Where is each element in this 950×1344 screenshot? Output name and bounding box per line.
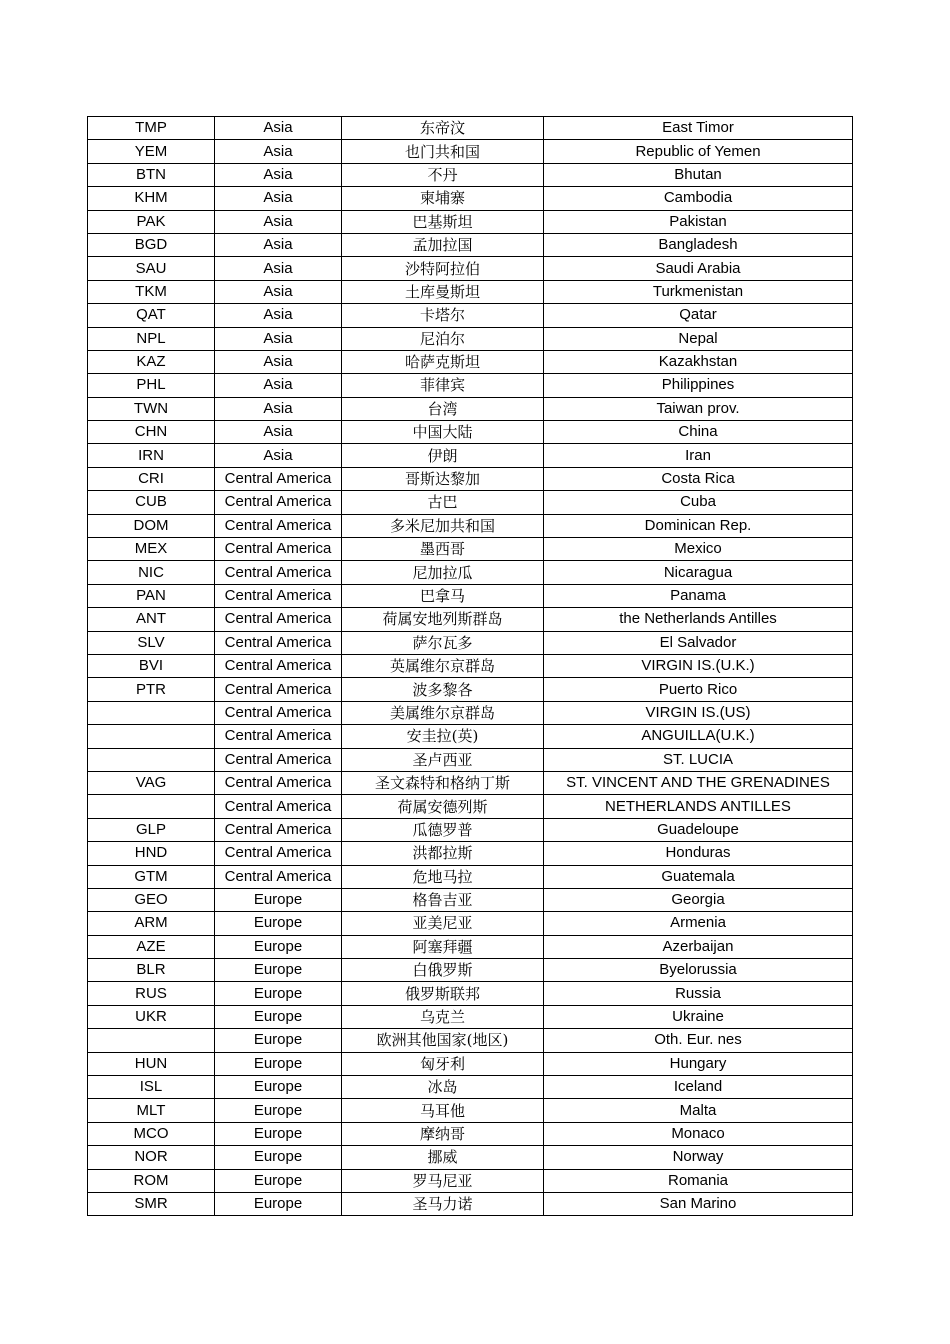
country-code-cell: TWN: [88, 397, 215, 420]
table-row: [88, 140, 853, 163]
english-name-cell: Republic of Yemen: [544, 140, 853, 163]
table-row: [88, 584, 853, 607]
country-code-cell: IRN: [88, 444, 215, 467]
region-cell: Europe: [215, 1052, 342, 1075]
chinese-name-cell: 摩纳哥: [342, 1122, 544, 1145]
chinese-name-cell: 古巴: [342, 491, 544, 514]
english-name-cell: El Salvador: [544, 631, 853, 654]
table-row: [88, 748, 853, 771]
country-code-cell: GEO: [88, 888, 215, 911]
region-cell: Central America: [215, 818, 342, 841]
chinese-name-cell: 中国大陆: [342, 421, 544, 444]
region-cell: Central America: [215, 842, 342, 865]
table-row: [88, 397, 853, 420]
country-code-cell: CUB: [88, 491, 215, 514]
region-cell: Asia: [215, 140, 342, 163]
table-row: [88, 701, 853, 724]
chinese-name-cell: 俄罗斯联邦: [342, 982, 544, 1005]
table-row: [88, 233, 853, 256]
region-cell: Europe: [215, 982, 342, 1005]
region-cell: Asia: [215, 327, 342, 350]
table-row: [88, 467, 853, 490]
english-name-cell: ANGUILLA(U.K.): [544, 725, 853, 748]
country-code-cell: NOR: [88, 1146, 215, 1169]
country-code-cell: [88, 701, 215, 724]
chinese-name-cell: 台湾: [342, 397, 544, 420]
country-code-cell: CRI: [88, 467, 215, 490]
chinese-name-cell: 东帝汶: [342, 117, 544, 140]
table-body: [88, 117, 853, 1216]
chinese-name-cell: 英属维尔京群岛: [342, 654, 544, 677]
table-row: [88, 1122, 853, 1145]
chinese-name-cell: 柬埔寨: [342, 187, 544, 210]
english-name-cell: Honduras: [544, 842, 853, 865]
english-name-cell: Monaco: [544, 1122, 853, 1145]
region-cell: Central America: [215, 701, 342, 724]
country-code-cell: NIC: [88, 561, 215, 584]
region-cell: Europe: [215, 1169, 342, 1192]
english-name-cell: San Marino: [544, 1192, 853, 1215]
chinese-name-cell: 伊朗: [342, 444, 544, 467]
country-code-cell: UKR: [88, 1005, 215, 1028]
table-row: [88, 210, 853, 233]
chinese-name-cell: 土库曼斯坦: [342, 280, 544, 303]
table-row: [88, 1099, 853, 1122]
region-cell: Asia: [215, 257, 342, 280]
table-row: [88, 1192, 853, 1215]
chinese-name-cell: 欧洲其他国家(地区): [342, 1029, 544, 1052]
english-name-cell: Ukraine: [544, 1005, 853, 1028]
region-cell: Europe: [215, 1076, 342, 1099]
country-code-cell: BVI: [88, 654, 215, 677]
country-code-cell: QAT: [88, 304, 215, 327]
table-row: [88, 304, 853, 327]
english-name-cell: Iceland: [544, 1076, 853, 1099]
table-row: [88, 608, 853, 631]
region-cell: Asia: [215, 304, 342, 327]
table-row: [88, 163, 853, 186]
country-code-cell: MLT: [88, 1099, 215, 1122]
country-code-cell: NPL: [88, 327, 215, 350]
chinese-name-cell: 墨西哥: [342, 538, 544, 561]
region-cell: Central America: [215, 608, 342, 631]
table-row: [88, 350, 853, 373]
country-code-cell: CHN: [88, 421, 215, 444]
chinese-name-cell: 挪威: [342, 1146, 544, 1169]
region-cell: Central America: [215, 654, 342, 677]
table-row: [88, 1005, 853, 1028]
chinese-name-cell: 危地马拉: [342, 865, 544, 888]
region-cell: Asia: [215, 280, 342, 303]
country-code-cell: [88, 748, 215, 771]
chinese-name-cell: 白俄罗斯: [342, 959, 544, 982]
table-row: [88, 491, 853, 514]
english-name-cell: Philippines: [544, 374, 853, 397]
table-row: [88, 1029, 853, 1052]
region-cell: Europe: [215, 959, 342, 982]
table-row: [88, 935, 853, 958]
table-row: [88, 1146, 853, 1169]
chinese-name-cell: 亚美尼亚: [342, 912, 544, 935]
english-name-cell: VIRGIN IS.(US): [544, 701, 853, 724]
region-cell: Europe: [215, 888, 342, 911]
english-name-cell: Azerbaijan: [544, 935, 853, 958]
region-cell: Europe: [215, 1099, 342, 1122]
region-cell: Europe: [215, 912, 342, 935]
country-code-cell: ARM: [88, 912, 215, 935]
table-row: [88, 257, 853, 280]
english-name-cell: Costa Rica: [544, 467, 853, 490]
chinese-name-cell: 阿塞拜疆: [342, 935, 544, 958]
table-row: [88, 654, 853, 677]
english-name-cell: Bangladesh: [544, 233, 853, 256]
english-name-cell: Iran: [544, 444, 853, 467]
table-row: [88, 280, 853, 303]
chinese-name-cell: 巴基斯坦: [342, 210, 544, 233]
english-name-cell: NETHERLANDS ANTILLES: [544, 795, 853, 818]
english-name-cell: Puerto Rico: [544, 678, 853, 701]
country-code-cell: KAZ: [88, 350, 215, 373]
table-row: [88, 982, 853, 1005]
region-cell: Central America: [215, 467, 342, 490]
chinese-name-cell: 沙特阿拉伯: [342, 257, 544, 280]
country-code-cell: GLP: [88, 818, 215, 841]
english-name-cell: Nepal: [544, 327, 853, 350]
english-name-cell: Dominican Rep.: [544, 514, 853, 537]
english-name-cell: Bhutan: [544, 163, 853, 186]
region-cell: Central America: [215, 725, 342, 748]
chinese-name-cell: 洪都拉斯: [342, 842, 544, 865]
table-row: [88, 912, 853, 935]
chinese-name-cell: 也门共和国: [342, 140, 544, 163]
country-code-cell: MEX: [88, 538, 215, 561]
chinese-name-cell: 尼加拉瓜: [342, 561, 544, 584]
english-name-cell: China: [544, 421, 853, 444]
table-row: [88, 444, 853, 467]
country-code-cell: PHL: [88, 374, 215, 397]
country-code-cell: TKM: [88, 280, 215, 303]
country-code-cell: GTM: [88, 865, 215, 888]
english-name-cell: ST. LUCIA: [544, 748, 853, 771]
english-name-cell: Hungary: [544, 1052, 853, 1075]
region-cell: Asia: [215, 397, 342, 420]
table-row: [88, 374, 853, 397]
chinese-name-cell: 圣文森特和格纳丁斯: [342, 771, 544, 794]
english-name-cell: Malta: [544, 1099, 853, 1122]
chinese-name-cell: 乌克兰: [342, 1005, 544, 1028]
country-code-cell: SAU: [88, 257, 215, 280]
region-cell: Central America: [215, 584, 342, 607]
region-cell: Central America: [215, 538, 342, 561]
country-code-cell: [88, 725, 215, 748]
country-code-cell: YEM: [88, 140, 215, 163]
chinese-name-cell: 匈牙利: [342, 1052, 544, 1075]
english-name-cell: Qatar: [544, 304, 853, 327]
country-code-cell: PTR: [88, 678, 215, 701]
chinese-name-cell: 波多黎各: [342, 678, 544, 701]
region-cell: Central America: [215, 748, 342, 771]
table-row: [88, 959, 853, 982]
country-code-cell: ANT: [88, 608, 215, 631]
english-name-cell: Guadeloupe: [544, 818, 853, 841]
english-name-cell: Romania: [544, 1169, 853, 1192]
chinese-name-cell: 格鲁吉亚: [342, 888, 544, 911]
chinese-name-cell: 萨尔瓦多: [342, 631, 544, 654]
region-cell: Europe: [215, 1005, 342, 1028]
region-cell: Central America: [215, 514, 342, 537]
english-name-cell: Taiwan prov.: [544, 397, 853, 420]
chinese-name-cell: 卡塔尔: [342, 304, 544, 327]
country-code-cell: HND: [88, 842, 215, 865]
chinese-name-cell: 尼泊尔: [342, 327, 544, 350]
region-cell: Europe: [215, 1029, 342, 1052]
region-cell: Asia: [215, 210, 342, 233]
country-code-cell: BTN: [88, 163, 215, 186]
country-code-cell: DOM: [88, 514, 215, 537]
english-name-cell: East Timor: [544, 117, 853, 140]
country-code-cell: AZE: [88, 935, 215, 958]
chinese-name-cell: 冰岛: [342, 1076, 544, 1099]
chinese-name-cell: 巴拿马: [342, 584, 544, 607]
table-row: [88, 561, 853, 584]
country-code-cell: PAK: [88, 210, 215, 233]
table-row: [88, 631, 853, 654]
english-name-cell: Kazakhstan: [544, 350, 853, 373]
chinese-name-cell: 荷属安德列斯: [342, 795, 544, 818]
table-row: [88, 1076, 853, 1099]
country-code-cell: [88, 1029, 215, 1052]
english-name-cell: Mexico: [544, 538, 853, 561]
chinese-name-cell: 哥斯达黎加: [342, 467, 544, 490]
english-name-cell: Panama: [544, 584, 853, 607]
english-name-cell: Byelorussia: [544, 959, 853, 982]
region-cell: Central America: [215, 865, 342, 888]
english-name-cell: ST. VINCENT AND THE GRENADINES: [544, 771, 853, 794]
english-name-cell: Oth. Eur. nes: [544, 1029, 853, 1052]
table-row: [88, 421, 853, 444]
region-cell: Asia: [215, 187, 342, 210]
english-name-cell: the Netherlands Antilles: [544, 608, 853, 631]
chinese-name-cell: 圣卢西亚: [342, 748, 544, 771]
table-row: [88, 538, 853, 561]
country-code-cell: HUN: [88, 1052, 215, 1075]
region-cell: Central America: [215, 561, 342, 584]
region-cell: Central America: [215, 491, 342, 514]
chinese-name-cell: 圣马力诺: [342, 1192, 544, 1215]
chinese-name-cell: 哈萨克斯坦: [342, 350, 544, 373]
country-code-cell: VAG: [88, 771, 215, 794]
chinese-name-cell: 不丹: [342, 163, 544, 186]
country-code-cell: TMP: [88, 117, 215, 140]
chinese-name-cell: 马耳他: [342, 1099, 544, 1122]
country-code-cell: MCO: [88, 1122, 215, 1145]
chinese-name-cell: 罗马尼亚: [342, 1169, 544, 1192]
country-code-cell: BGD: [88, 233, 215, 256]
english-name-cell: Cambodia: [544, 187, 853, 210]
table-row: [88, 818, 853, 841]
english-name-cell: VIRGIN IS.(U.K.): [544, 654, 853, 677]
english-name-cell: Cuba: [544, 491, 853, 514]
table-row: [88, 327, 853, 350]
region-cell: Asia: [215, 117, 342, 140]
table-row: [88, 725, 853, 748]
region-cell: Central America: [215, 631, 342, 654]
region-cell: Asia: [215, 163, 342, 186]
english-name-cell: Norway: [544, 1146, 853, 1169]
english-name-cell: Pakistan: [544, 210, 853, 233]
country-code-cell: PAN: [88, 584, 215, 607]
chinese-name-cell: 多米尼加共和国: [342, 514, 544, 537]
table-row: [88, 842, 853, 865]
table-row: [88, 795, 853, 818]
region-cell: Central America: [215, 771, 342, 794]
table-row: [88, 1169, 853, 1192]
country-code-cell: SMR: [88, 1192, 215, 1215]
country-code-cell: [88, 795, 215, 818]
english-name-cell: Turkmenistan: [544, 280, 853, 303]
table-row: [88, 865, 853, 888]
region-cell: Asia: [215, 374, 342, 397]
country-code-cell: KHM: [88, 187, 215, 210]
english-name-cell: Georgia: [544, 888, 853, 911]
english-name-cell: Armenia: [544, 912, 853, 935]
region-cell: Asia: [215, 350, 342, 373]
country-code-cell: SLV: [88, 631, 215, 654]
table-row: [88, 678, 853, 701]
chinese-name-cell: 瓜德罗普: [342, 818, 544, 841]
english-name-cell: Nicaragua: [544, 561, 853, 584]
english-name-cell: Guatemala: [544, 865, 853, 888]
region-cell: Europe: [215, 1122, 342, 1145]
region-cell: Asia: [215, 444, 342, 467]
english-name-cell: Saudi Arabia: [544, 257, 853, 280]
region-cell: Asia: [215, 421, 342, 444]
country-code-table: [87, 116, 853, 1216]
chinese-name-cell: 菲律宾: [342, 374, 544, 397]
table-row: [88, 514, 853, 537]
chinese-name-cell: 美属维尔京群岛: [342, 701, 544, 724]
region-cell: Europe: [215, 935, 342, 958]
region-cell: Europe: [215, 1192, 342, 1215]
region-cell: Central America: [215, 795, 342, 818]
country-code-cell: ISL: [88, 1076, 215, 1099]
chinese-name-cell: 孟加拉国: [342, 233, 544, 256]
chinese-name-cell: 安圭拉(英): [342, 725, 544, 748]
table-row: [88, 117, 853, 140]
country-code-cell: BLR: [88, 959, 215, 982]
table-row: [88, 187, 853, 210]
country-code-cell: RUS: [88, 982, 215, 1005]
chinese-name-cell: 荷属安地列斯群岛: [342, 608, 544, 631]
table-row: [88, 1052, 853, 1075]
country-code-cell: ROM: [88, 1169, 215, 1192]
region-cell: Central America: [215, 678, 342, 701]
table-row: [88, 888, 853, 911]
english-name-cell: Russia: [544, 982, 853, 1005]
region-cell: Asia: [215, 233, 342, 256]
region-cell: Europe: [215, 1146, 342, 1169]
table-row: [88, 771, 853, 794]
